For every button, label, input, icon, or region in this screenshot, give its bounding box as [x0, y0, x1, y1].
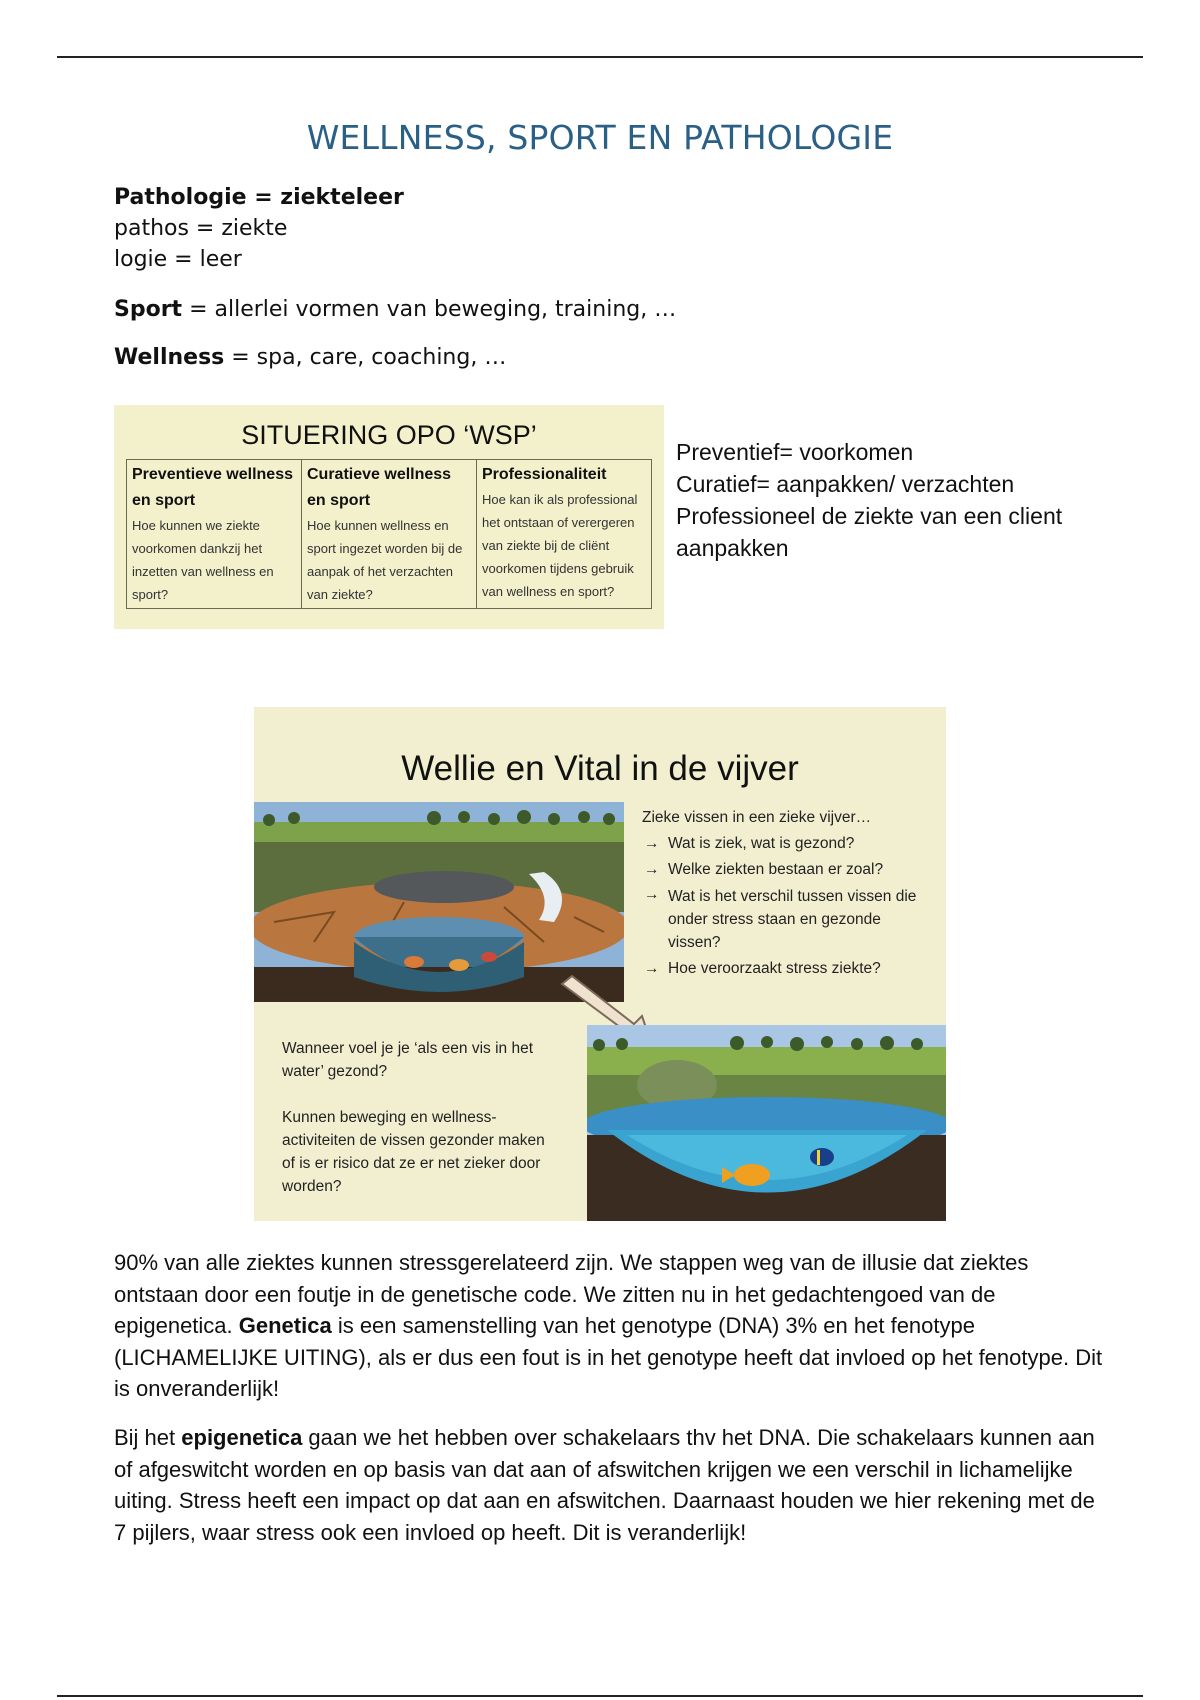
note-line: Professioneel de ziekte van een client [676, 503, 1063, 529]
bullet-text: Welke ziekten bestaan er zoal? [668, 861, 884, 878]
question-two: Kunnen beweging en wellness-activiteiten de vissen gezonder maken of is er risico dat ze er net zieker door worden? [282, 1109, 545, 1195]
arrow-right-icon: → [644, 960, 660, 977]
column-head: Curatieve wellness en sport [307, 466, 452, 509]
wellness-definition [114, 342, 506, 373]
situering-slide [114, 405, 664, 629]
arrow-right-icon: → [644, 861, 660, 878]
question-one: Wanneer voel je je ‘als een vis in het water’ gezond? [282, 1040, 534, 1080]
column-head: Professionaliteit [482, 466, 607, 483]
reflection-questions [282, 1037, 547, 1198]
bullet-text: Wat is het verschil tussen vissen die onder stress staan en gezonde vissen? [668, 888, 917, 951]
side-notes [676, 436, 1062, 564]
table-column [302, 460, 477, 609]
sport-def: = allerlei vormen van beweging, training, … [182, 297, 677, 322]
paragraph-bold-term: epigenetica [181, 1425, 303, 1450]
pathos-definition: pathos = ziekte [114, 216, 288, 241]
note-line: Preventief= voorkomen [676, 439, 914, 465]
arrow-right-icon: → [644, 886, 660, 903]
bottom-rule [57, 1695, 1143, 1697]
vijver-slide [254, 707, 946, 1221]
pathologie-definition: Pathologie = ziekteleer [114, 185, 404, 210]
list-item [642, 883, 928, 956]
situering-slide-title: SITUERING OPO ‘WSP’ [241, 420, 537, 450]
top-rule [57, 56, 1143, 58]
sport-definition [114, 294, 676, 325]
situering-table [126, 459, 652, 609]
question-list [642, 805, 942, 982]
arrow-right-icon: → [644, 835, 660, 852]
column-text: Hoe kan ik als professional het ontstaan of verergeren van ziekte bij de cliënt voorkomen tijdens gebruik van wellness en sport? [482, 492, 638, 599]
vijver-slide-title: Wellie en Vital in de vijver [401, 749, 799, 788]
paragraph-text: Bij het [114, 1425, 182, 1450]
note-line: aanpakken [676, 535, 789, 561]
paragraph-genetica [114, 1247, 1104, 1405]
note-line: Curatief= aanpakken/ verzachten [676, 471, 1015, 497]
paragraph-text: is een samenstelling van het genotype (DNA) 3% en het fenotype (LICHAMELIJKE UITING), als er dus een fout is in het genotype heeft dat invloed op het fenotype. Dit is onveranderlijk! [114, 1313, 1103, 1401]
paragraph-epigenetica [114, 1422, 1104, 1548]
column-text: Hoe kunnen we ziekte voorkomen dankzij het inzetten van wellness en sport? [132, 518, 274, 602]
definitions-block [114, 182, 404, 275]
paragraph-text: gaan we het hebben over schakelaars thv het DNA. Die schakelaars kunnen aan of afgeswitcht worden en op basis van dat aan of afswitchen krijgen we een verschil in lichamelijke uiting. Stress heeft een impact op dat aan en afswitchen. Daarnaast houden we hier rekening met de 7 pijlers, waar stress ook een invloed op heeft. Dit is veranderlijk! [114, 1425, 1095, 1545]
bullet-text: Hoe veroorzaakt stress ziekte? [668, 960, 881, 977]
table-column [127, 460, 302, 609]
table-column [477, 460, 652, 609]
sport-term: Sport [114, 297, 183, 322]
column-head: Preventieve wellness en sport [132, 466, 293, 509]
bullet-text: Wat is ziek, wat is gezond? [668, 835, 855, 852]
list-item [642, 831, 942, 857]
page-title: WELLNESS, SPORT EN PATHOLOGIE [306, 118, 894, 157]
healthy-pond-illustration [587, 1025, 946, 1221]
list-item [642, 857, 942, 883]
list-intro: Zieke vissen in een zieke vijver… [642, 809, 872, 826]
paragraph-text: 90% van alle ziektes kunnen stressgerelateerd zijn. We stappen weg van de illusie dat ziektes ontstaan door een foutje in de genetische code. We zitten nu in het gedachtengoed van de epigenetica. [114, 1250, 1029, 1338]
wellness-def: = spa, care, coaching, … [224, 345, 507, 370]
wellness-term: Wellness [114, 345, 225, 370]
paragraph-bold-term: Genetica [238, 1313, 332, 1338]
list-item [642, 956, 942, 982]
logie-definition: logie = leer [114, 247, 242, 272]
column-text: Hoe kunnen wellness en sport ingezet worden bij de aanpak of het verzachten van ziekte? [307, 518, 463, 602]
